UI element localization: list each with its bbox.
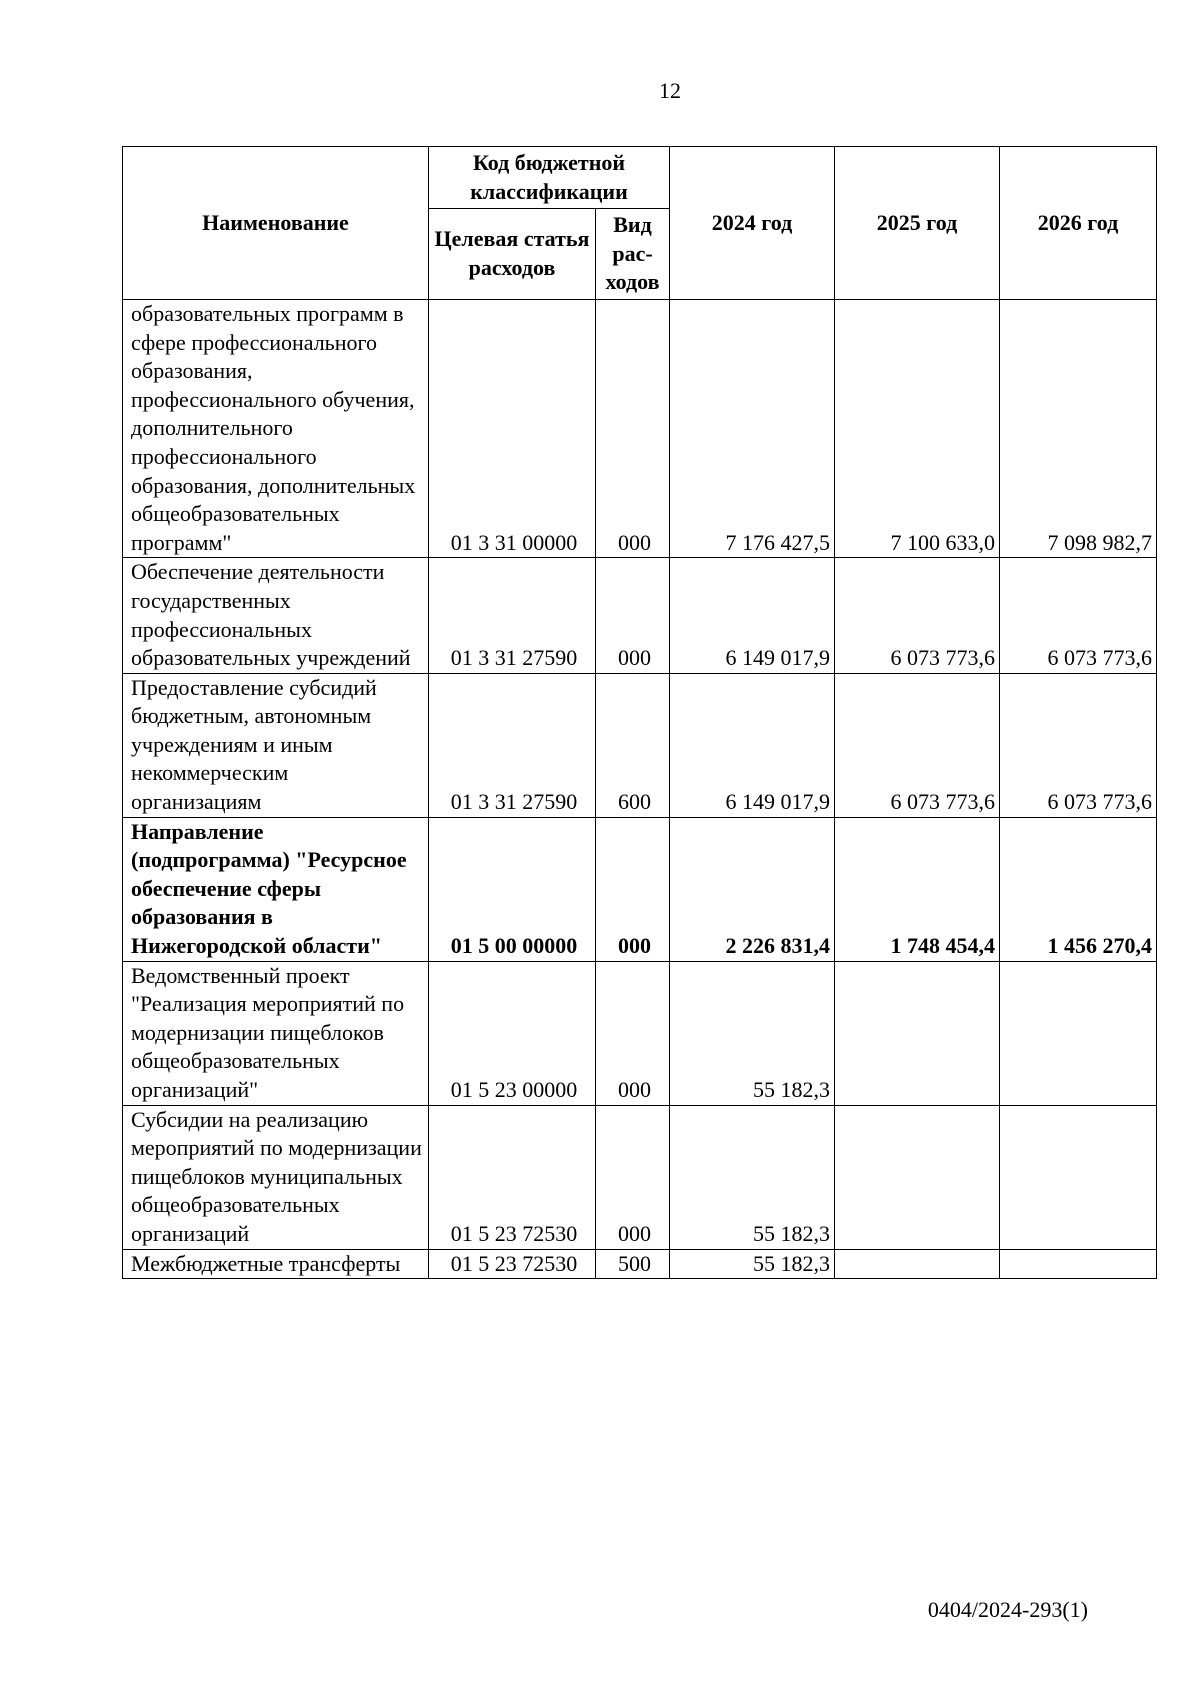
page-number: 12 [659,78,681,103]
expense-type-code: 500 [596,1249,670,1279]
amount-2024: 2 226 831,4 [670,817,835,961]
amount-2024: 6 149 017,9 [670,558,835,673]
target-article-code: 01 3 31 27590 [429,558,596,673]
amount-2025: 6 073 773,6 [835,558,1000,673]
amount-2024: 55 182,3 [670,961,835,1105]
header-2024: 2024 год [670,147,835,300]
header-2026: 2026 год [1000,147,1157,300]
expense-type-code: 600 [596,673,670,817]
row-name: Направление (подпрограмма) "Ресурсное обеспечение сферы образования в Нижегородской области" [123,817,429,961]
amount-2026: 7 098 982,7 [1000,299,1157,557]
expense-type-code: 000 [596,817,670,961]
amount-2025: 7 100 633,0 [835,299,1000,557]
row-name: Субсидии на реализацию мероприятий по модернизации пищеблоков муниципальных общеобразовательных организаций [123,1105,429,1249]
header-expense-type: Вид рас-ходов [596,209,670,300]
amount-2026: 1 456 270,4 [1000,817,1157,961]
row-name: Ведомственный проект "Реализация мероприятий по модернизации пищеблоков общеобразовательных организаций" [123,961,429,1105]
header-code-group: Код бюджетной классификации [429,147,670,209]
row-name: Обеспечение деятельности государственных профессиональных образовательных учреждений [123,558,429,673]
amount-2024: 6 149 017,9 [670,673,835,817]
amount-2024: 55 182,3 [670,1105,835,1249]
amount-2026: 6 073 773,6 [1000,673,1157,817]
table-row [123,299,1157,557]
target-article-code: 01 3 31 00000 [429,299,596,557]
amount-2026: 6 073 773,6 [1000,558,1157,673]
target-article-code: 01 5 23 72530 [429,1249,596,1279]
table-row [123,673,1157,817]
amount-2025: 1 748 454,4 [835,817,1000,961]
amount-2025: 6 073 773,6 [835,673,1000,817]
amount-2025 [835,1249,1000,1279]
expense-type-code: 000 [596,299,670,557]
amount-2024: 7 176 427,5 [670,299,835,557]
target-article-code: 01 5 00 00000 [429,817,596,961]
row-name: Предоставление субсидий бюджетным, автономным учреждениям и иным некоммерческим организациям [123,673,429,817]
table-row [123,1249,1157,1279]
target-article-code: 01 3 31 27590 [429,673,596,817]
amount-2026 [1000,961,1157,1105]
header-2025: 2025 год [835,147,1000,300]
budget-table [122,146,1157,1279]
table-row [123,961,1157,1105]
amount-2025 [835,1105,1000,1249]
row-name: Межбюджетные трансферты [123,1249,429,1279]
expense-type-code: 000 [596,558,670,673]
row-name: образовательных программ в сфере профессионального образования, профессионального обучения, дополнительного профессионального образования, дополнительных общеобразовательных программ" [123,299,429,557]
table-row [123,558,1157,673]
table-row [123,817,1157,961]
amount-2026 [1000,1249,1157,1279]
amount-2025 [835,961,1000,1105]
amount-2026 [1000,1105,1157,1249]
table-body [123,299,1157,1278]
table-row [123,1105,1157,1249]
target-article-code: 01 5 23 00000 [429,961,596,1105]
target-article-code: 01 5 23 72530 [429,1105,596,1249]
document-code: 0404/2024-293(1) [927,1597,1088,1622]
amount-2024: 55 182,3 [670,1249,835,1279]
header-target-article: Целевая статья расходов [429,209,596,300]
expense-type-code: 000 [596,961,670,1105]
expense-type-code: 000 [596,1105,670,1249]
header-name: Наименование [123,147,429,300]
